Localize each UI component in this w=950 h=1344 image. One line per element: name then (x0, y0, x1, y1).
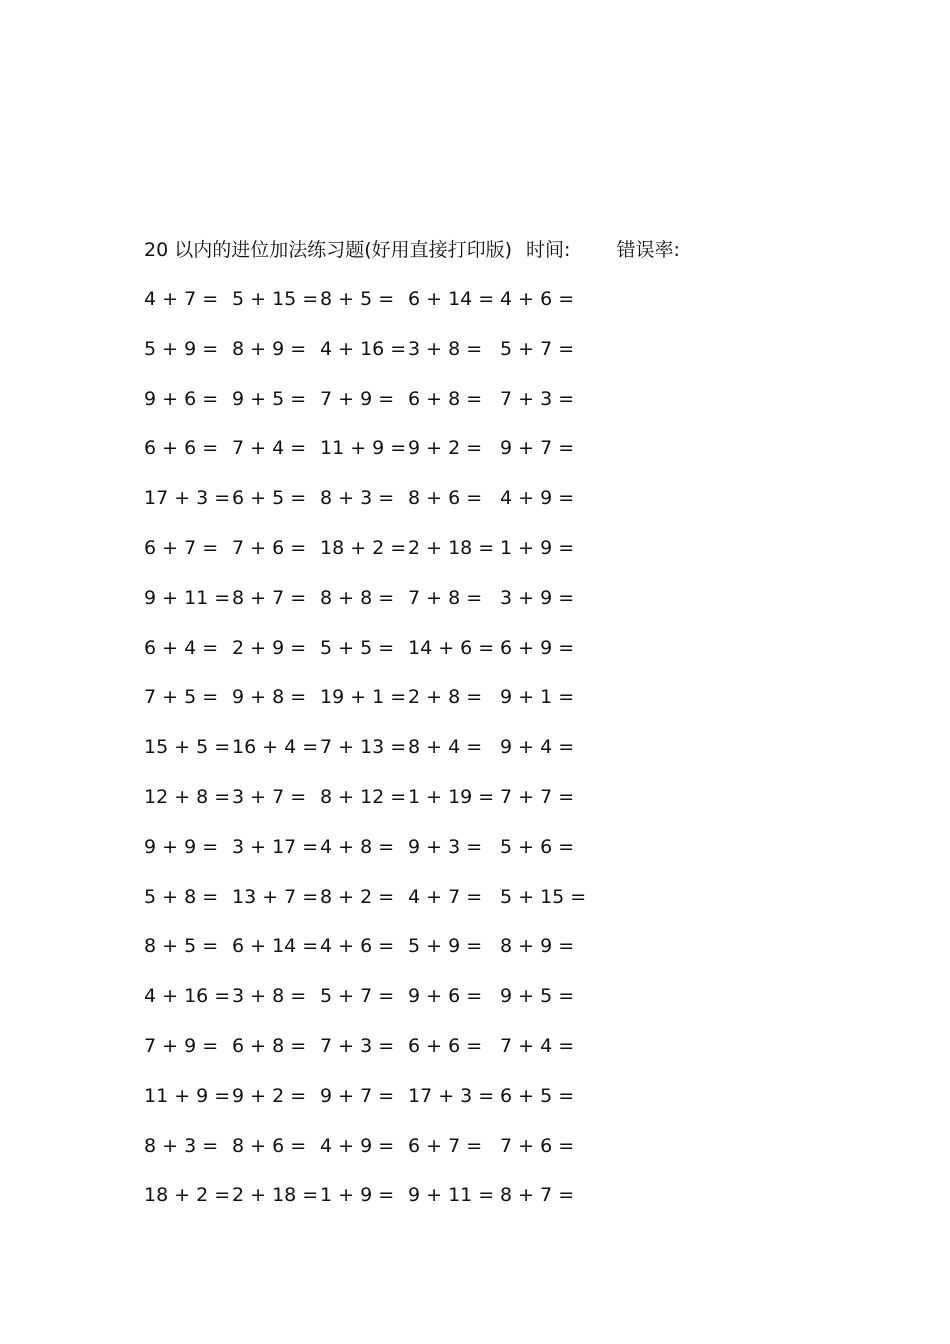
addition-problem: 3 + 8 = (232, 985, 307, 1008)
addition-problem: 6 + 9 = (500, 636, 575, 659)
addition-problem: 7 + 13 = (320, 736, 407, 759)
addition-problem: 8 + 6 = (408, 487, 483, 510)
addition-problem: 18 + 2 = (320, 537, 407, 559)
addition-problem: 6 + 5 = (232, 487, 307, 510)
addition-problem: 4 + 6 = (500, 288, 575, 310)
addition-problem: 5 + 8 = (144, 885, 219, 908)
addition-problem: 9 + 9 = (144, 835, 219, 858)
addition-problem: 8 + 4 = (408, 736, 483, 759)
addition-problem: 1 + 9 = (320, 1184, 395, 1207)
addition-problem: 2 + 18 = (408, 537, 495, 559)
addition-problem: 3 + 7 = (232, 786, 307, 808)
addition-problem: 7 + 7 = (500, 786, 575, 808)
time-label: 时间: (526, 239, 571, 261)
addition-problem: 9 + 3 = (408, 835, 483, 858)
addition-problem: 8 + 3 = (320, 487, 395, 510)
addition-problem: 6 + 14 = (408, 288, 495, 310)
addition-problem: 1 + 9 = (500, 537, 575, 559)
addition-problem: 9 + 5 = (232, 387, 307, 410)
addition-problem: 8 + 6 = (232, 1134, 307, 1157)
addition-problem: 2 + 18 = (232, 1184, 319, 1207)
addition-problem: 7 + 8 = (408, 586, 483, 609)
addition-problem: 8 + 12 = (320, 786, 407, 808)
addition-problem: 6 + 8 = (408, 387, 483, 410)
addition-problem: 9 + 11 = (408, 1184, 495, 1207)
addition-problem: 1 + 19 = (408, 786, 495, 808)
addition-problem: 8 + 5 = (320, 288, 395, 310)
addition-problem: 9 + 4 = (500, 736, 575, 759)
addition-problem: 6 + 4 = (144, 636, 219, 659)
addition-problem: 4 + 7 = (144, 288, 219, 310)
addition-problem: 9 + 6 = (144, 387, 219, 410)
addition-problem: 8 + 9 = (232, 337, 307, 360)
addition-problem: 8 + 9 = (500, 935, 575, 958)
addition-problem: 3 + 9 = (500, 586, 575, 609)
error-rate-label: 错误率: (616, 239, 680, 261)
addition-problem: 9 + 5 = (500, 985, 575, 1008)
addition-problem: 7 + 4 = (232, 437, 307, 460)
addition-problem: 5 + 6 = (500, 835, 575, 858)
addition-problem: 6 + 6 = (144, 437, 219, 460)
worksheet-title: 20 以内的进位加法练习题(好用直接打印版) (144, 239, 513, 261)
addition-problem: 6 + 7 = (408, 1134, 483, 1157)
addition-problem: 19 + 1 = (320, 686, 407, 709)
addition-problem: 11 + 9 = (320, 437, 407, 460)
addition-problem: 8 + 5 = (144, 935, 219, 958)
addition-problem: 11 + 9 = (144, 1084, 231, 1107)
addition-problem: 5 + 15 = (500, 885, 587, 908)
addition-problem: 9 + 7 = (500, 437, 575, 460)
addition-problem: 9 + 1 = (500, 686, 575, 709)
addition-problem: 3 + 17 = (232, 835, 319, 858)
addition-problem: 16 + 4 = (232, 736, 319, 759)
addition-problem: 7 + 3 = (500, 387, 575, 410)
addition-problem: 9 + 2 = (232, 1084, 307, 1107)
addition-problem: 8 + 3 = (144, 1134, 219, 1157)
addition-problem: 5 + 9 = (408, 935, 483, 958)
addition-problem: 4 + 9 = (320, 1134, 395, 1157)
addition-problem: 14 + 6 = (408, 636, 495, 659)
addition-problem: 6 + 14 = (232, 935, 319, 958)
addition-problem: 5 + 7 = (320, 985, 395, 1008)
addition-problem: 5 + 15 = (232, 288, 319, 310)
addition-problem: 2 + 9 = (232, 636, 307, 659)
addition-problem: 4 + 16 = (320, 337, 407, 360)
addition-problem: 6 + 6 = (408, 1035, 483, 1057)
addition-problem: 8 + 7 = (500, 1184, 575, 1207)
addition-problem: 17 + 3 = (408, 1084, 495, 1107)
addition-problem: 2 + 8 = (408, 686, 483, 709)
addition-problem: 8 + 7 = (232, 586, 307, 609)
addition-problem: 9 + 7 = (320, 1084, 395, 1107)
addition-problem: 9 + 11 = (144, 586, 231, 609)
addition-problem: 17 + 3 = (144, 487, 231, 510)
addition-problem: 3 + 8 = (408, 337, 483, 360)
addition-problem: 5 + 9 = (144, 337, 219, 360)
addition-problem: 5 + 5 = (320, 636, 395, 659)
addition-problem: 7 + 3 = (320, 1035, 395, 1057)
addition-problem: 7 + 6 = (232, 537, 307, 559)
addition-problem: 4 + 6 = (320, 935, 395, 958)
addition-problem: 8 + 8 = (320, 586, 395, 609)
addition-problem: 7 + 9 = (320, 387, 395, 410)
addition-problem: 12 + 8 = (144, 786, 231, 808)
addition-problem: 15 + 5 = (144, 736, 231, 759)
addition-problem: 9 + 6 = (408, 985, 483, 1008)
addition-problem: 9 + 2 = (408, 437, 483, 460)
addition-problem: 13 + 7 = (232, 885, 319, 908)
addition-problem: 6 + 7 = (144, 537, 219, 559)
addition-problem: 7 + 4 = (500, 1035, 575, 1057)
addition-problem: 8 + 2 = (320, 885, 395, 908)
addition-problem: 4 + 7 = (408, 885, 483, 908)
addition-problem: 6 + 8 = (232, 1035, 307, 1057)
addition-problem: 7 + 5 = (144, 686, 219, 709)
addition-problem: 7 + 6 = (500, 1134, 575, 1157)
addition-problem: 5 + 7 = (500, 337, 575, 360)
addition-problem: 6 + 5 = (500, 1084, 575, 1107)
worksheet-header (144, 236, 680, 264)
addition-problem: 4 + 16 = (144, 985, 231, 1008)
addition-problem: 18 + 2 = (144, 1184, 231, 1207)
addition-problem: 7 + 9 = (144, 1035, 219, 1057)
addition-problem: 4 + 8 = (320, 835, 395, 858)
addition-problem: 4 + 9 = (500, 487, 575, 510)
addition-problem: 9 + 8 = (232, 686, 307, 709)
